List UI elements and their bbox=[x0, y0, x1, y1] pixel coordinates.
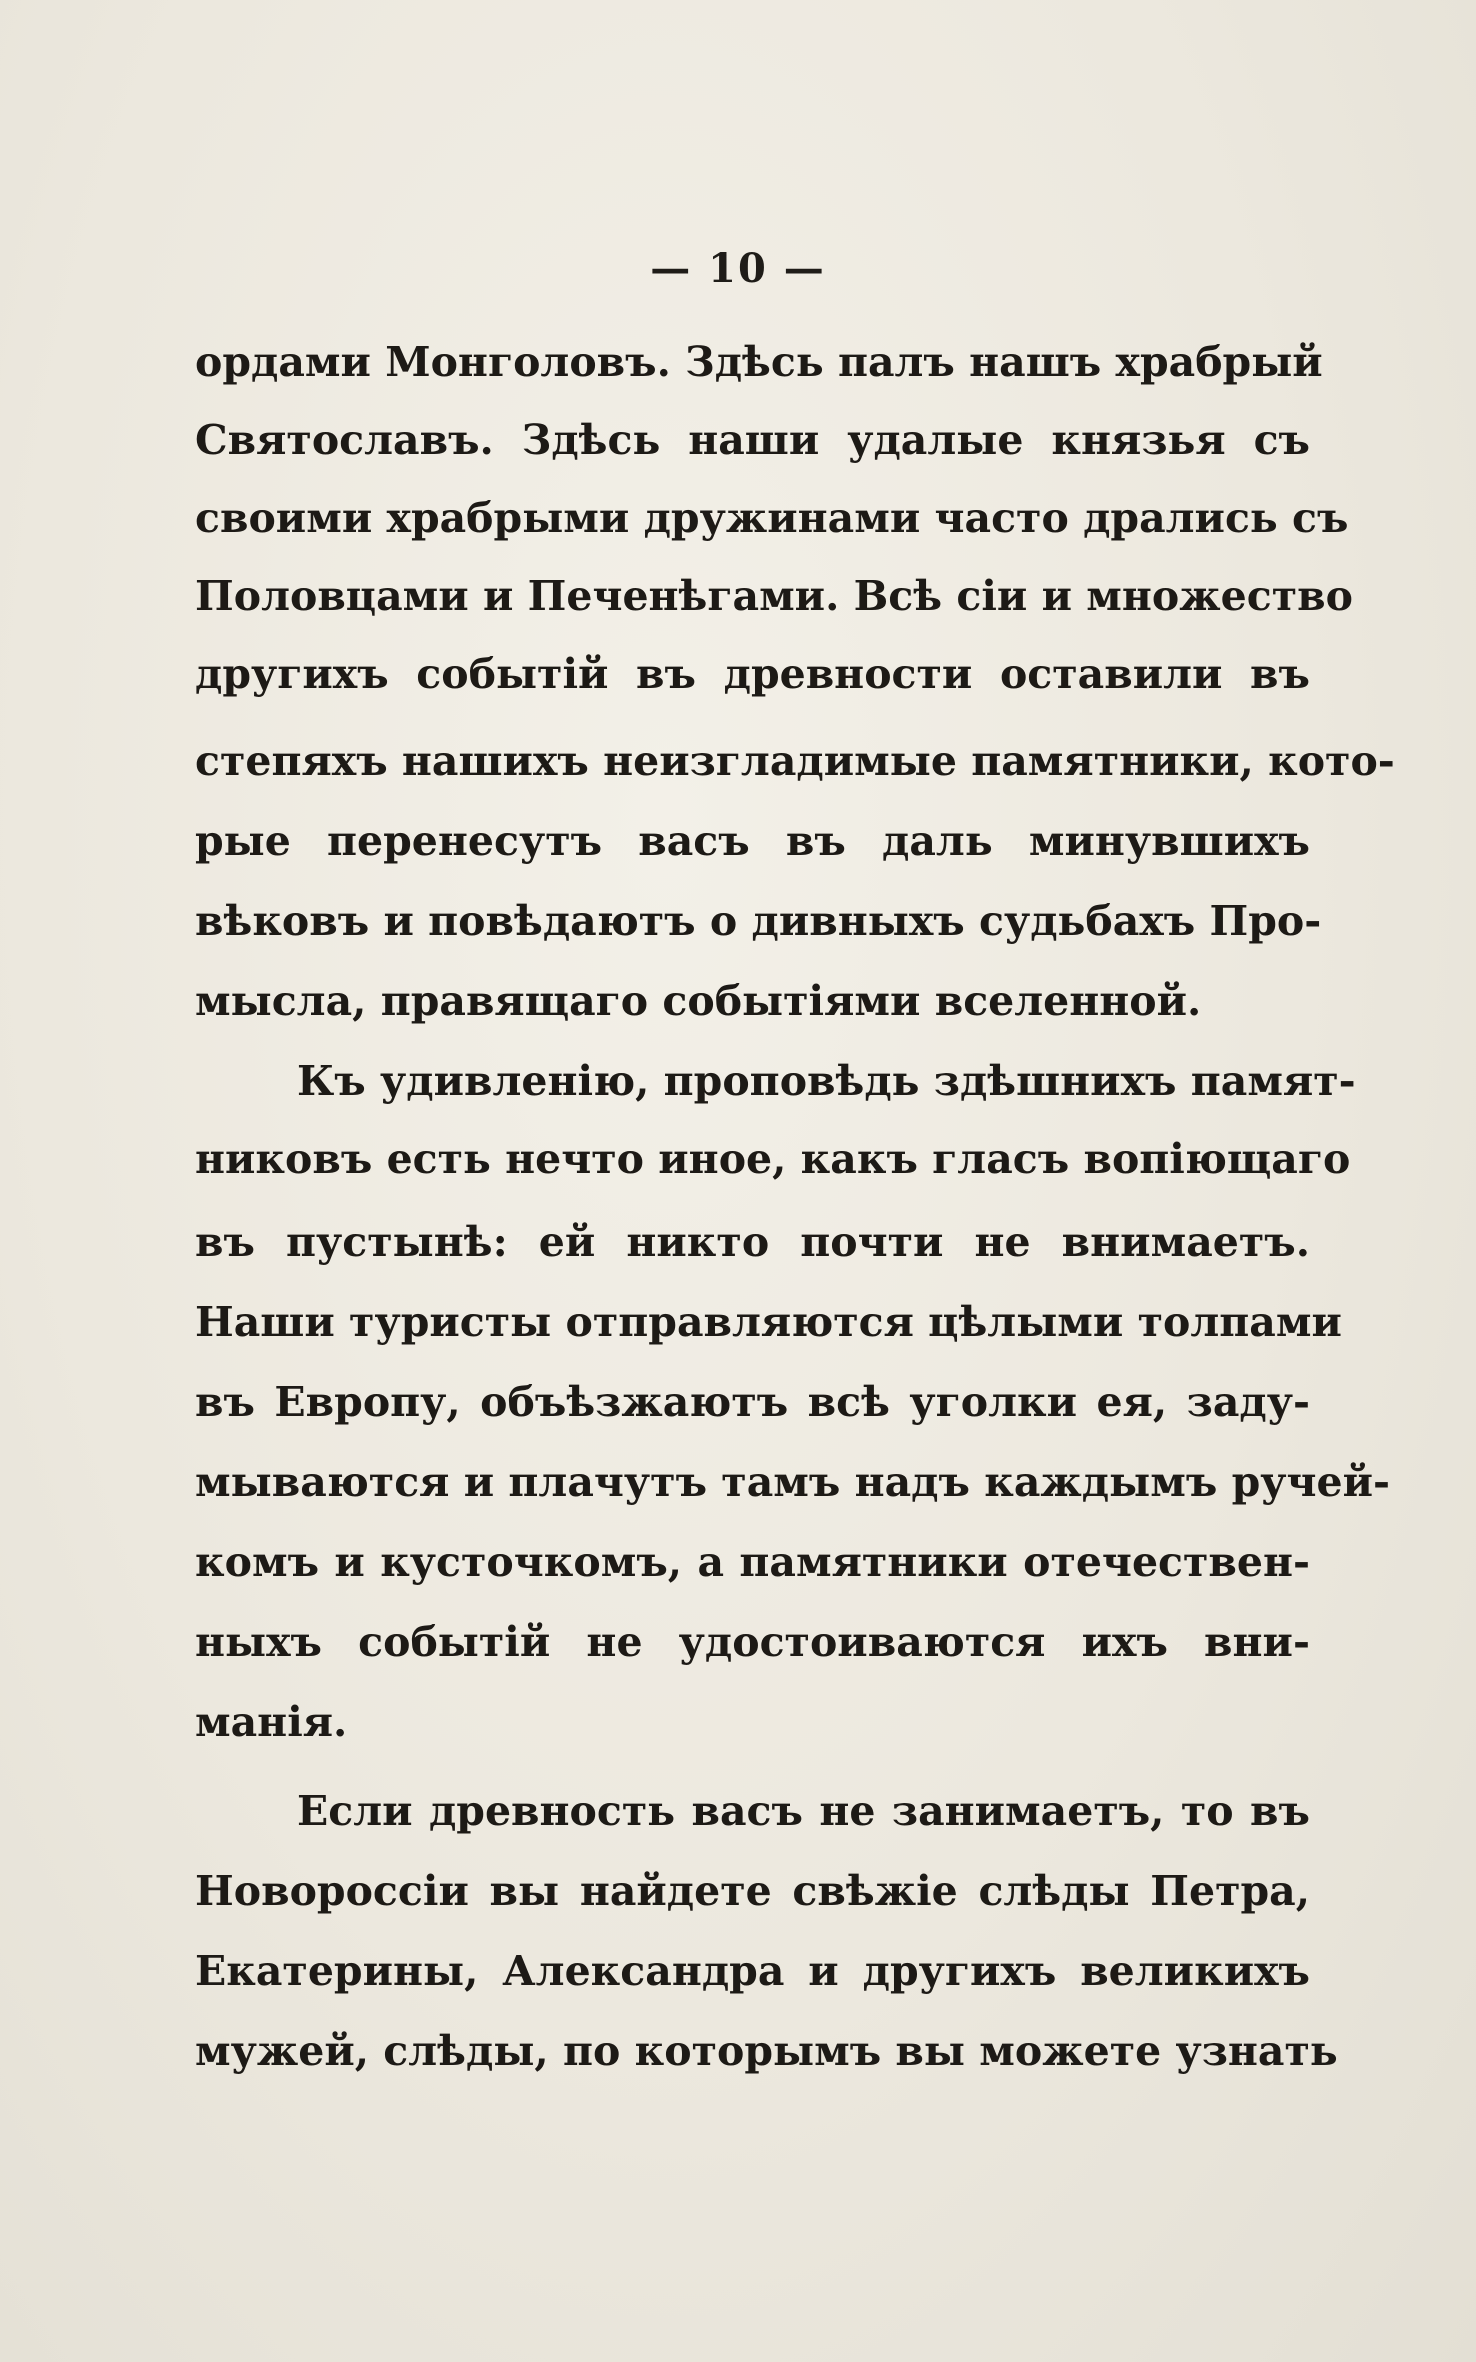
text-line: манія. bbox=[195, 1698, 348, 1746]
text-line: Екатерины, Александра и другихъ великихъ bbox=[195, 1947, 1310, 1995]
text-line: Къ удивленію, проповѣдь здѣшнихъ памят- bbox=[297, 1057, 1356, 1105]
text-line: комъ и кусточкомъ, а памятники отечествен- bbox=[195, 1538, 1310, 1586]
text-line: другихъ событій въ древности оставили въ bbox=[195, 650, 1310, 698]
text-line: рые перенесутъ васъ въ даль минувшихъ bbox=[195, 817, 1310, 865]
text-line: никовъ есть нечто иное, какъ гласъ вопіющаго bbox=[195, 1135, 1351, 1183]
text-line: Половцами и Печенѣгами. Всѣ сіи и множество bbox=[195, 572, 1353, 620]
text-line: мываются и плачутъ тамъ надъ каждымъ ручей- bbox=[195, 1458, 1391, 1506]
text-line: Новороссіи вы найдете свѣжіе слѣды Петра, bbox=[195, 1867, 1310, 1915]
text-line: ордами Монголовъ. Здѣсь палъ нашъ храбрый bbox=[195, 338, 1323, 386]
text-line: степяхъ нашихъ неизгладимые памятники, кото- bbox=[195, 737, 1395, 785]
text-line: Святославъ. Здѣсь наши удалые князья съ bbox=[195, 416, 1310, 464]
text-line: своими храбрыми дружинами часто дрались съ bbox=[195, 494, 1349, 542]
text-line: Наши туристы отправляются цѣлыми толпами bbox=[195, 1298, 1342, 1346]
page-number: — 10 — bbox=[650, 245, 826, 292]
text-line: мужей, слѣды, по которымъ вы можете узнать bbox=[195, 2027, 1338, 2075]
text-line: вѣковъ и повѣдаютъ о дивныхъ судьбахъ Про- bbox=[195, 897, 1322, 945]
text-line: ныхъ событій не удостоиваются ихъ вни- bbox=[195, 1618, 1310, 1666]
text-line: мысла, правящаго событіями вселенной. bbox=[195, 977, 1202, 1025]
text-line: въ пустынѣ: ей никто почти не внимаетъ. bbox=[195, 1218, 1310, 1266]
text-line: Если древность васъ не занимаетъ, то въ bbox=[297, 1787, 1310, 1835]
text-line: въ Европу, объѣзжаютъ всѣ уголки ея, заду- bbox=[195, 1378, 1310, 1426]
